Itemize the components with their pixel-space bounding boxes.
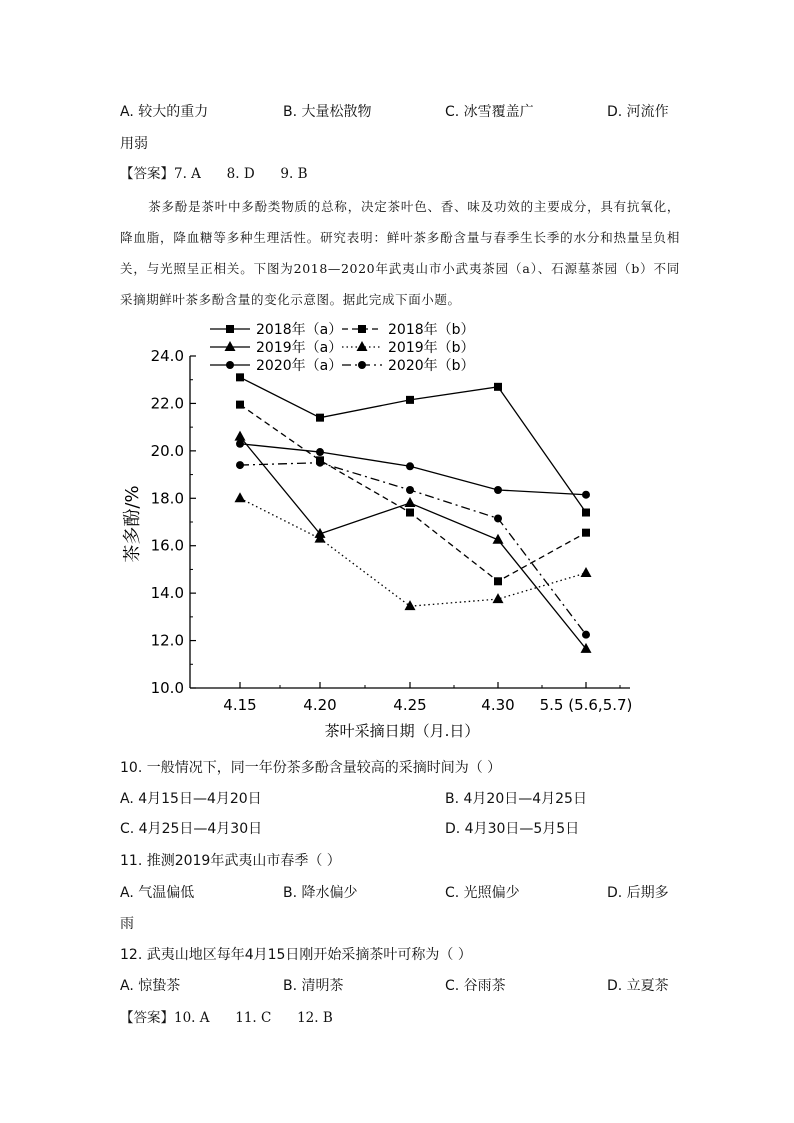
y-axis-label: 茶多酚/%	[122, 485, 143, 563]
x-tick-label: 4.30	[481, 696, 515, 714]
data-point	[405, 600, 416, 610]
data-point	[316, 448, 324, 456]
series-2	[236, 401, 590, 586]
data-point	[236, 461, 244, 469]
q10-option-a: A. 4月15日—4月20日	[120, 791, 262, 807]
data-point	[406, 462, 414, 470]
legend-item	[342, 321, 475, 338]
x-tick-label: 4.15	[223, 696, 257, 714]
data-point	[236, 373, 244, 381]
data-point	[406, 509, 414, 517]
legend-label: 2019年（a）	[256, 340, 343, 356]
q10-stem: 10. 一般情况下，同一年份茶多酚含量较高的采摘时间为（ ）	[120, 760, 502, 776]
q12-stem: 12. 武夷山地区每年4月15日刚开始采摘茶叶可称为（ ）	[120, 947, 472, 963]
x-tick-label: 4.20	[303, 696, 337, 714]
series-line	[240, 405, 586, 582]
x-tick-label: 4.25	[393, 696, 427, 714]
y-tick-label: 20.0	[150, 441, 184, 460]
data-point	[581, 567, 592, 577]
y-tick-label: 10.0	[150, 679, 184, 697]
q12-option-a: A. 惊蛰茶	[120, 978, 181, 994]
data-point	[316, 414, 324, 422]
chart-series	[235, 373, 592, 653]
chart-legend	[210, 321, 475, 374]
legend-marker	[225, 341, 236, 351]
legend-marker	[357, 341, 368, 351]
series-line	[240, 444, 586, 495]
q11-option-d-continued: 雨	[120, 916, 134, 932]
legend-marker	[226, 361, 234, 369]
q10-option-c: C. 4月25日—4月30日	[120, 821, 263, 837]
legend-item	[210, 339, 342, 356]
chart-axes	[151, 347, 633, 714]
q9-option-a: A. 较大的重力	[120, 104, 209, 120]
data-point	[582, 631, 590, 639]
q12-option-d: D. 立夏茶	[607, 978, 669, 994]
q11-option-c: C. 光照偏少	[445, 885, 520, 901]
data-point	[582, 509, 590, 517]
answer-block-1	[120, 165, 308, 183]
answer-text: 7. A 8. D 9. B	[174, 166, 308, 182]
legend-label: 2020年（b）	[388, 358, 475, 374]
legend-item	[342, 339, 475, 356]
legend-item	[342, 357, 475, 374]
y-tick-label: 14.0	[150, 584, 184, 603]
q9-option-d-continued: 用弱	[120, 136, 148, 152]
passage-body: 茶多酚是茶叶中多酚类物质的总称，决定茶叶色、香、味及功效的主要成分，具有抗氧化，降血脂，降血糖等多种生理活性。研究表明：鲜叶茶多酚含量与春季生长季的水分和热量呈负相关，与光照呈正相关。下图为2018—2020年武夷山市小武夷茶园（a）、石源墓茶园（b）不同采摘期鲜叶茶多酚含量的变化示意图。据此完成下面小题。	[120, 199, 680, 307]
answer-text: 10. A 11. C 12. B	[174, 1010, 333, 1026]
q12-option-b: B. 清明茶	[283, 978, 344, 994]
data-point	[235, 492, 246, 502]
series-6	[236, 459, 590, 639]
answer-block-2	[120, 1009, 333, 1027]
data-point	[582, 529, 590, 537]
legend-label: 2020年（a）	[256, 358, 343, 374]
series-1	[236, 373, 590, 516]
q11-option-a: A. 气温偏低	[120, 885, 195, 901]
q11-option-d: D. 后期多	[607, 885, 669, 901]
tea-polyphenol-line-chart	[120, 312, 640, 747]
legend-item	[210, 357, 342, 374]
q11-option-b: B. 降水偏少	[283, 885, 358, 901]
q9-option-d: D. 河流作	[607, 104, 669, 120]
q12-option-c: C. 谷雨茶	[445, 978, 506, 994]
data-point	[236, 440, 244, 448]
data-point	[494, 383, 502, 391]
x-axis-label: 茶叶采摘日期（月.日）	[324, 722, 480, 740]
x-tick-label: 5.5 (5.6,5.7)	[539, 696, 633, 714]
data-point	[235, 431, 246, 441]
y-tick-label: 18.0	[150, 489, 184, 508]
data-point	[405, 497, 416, 507]
legend-marker	[358, 361, 366, 369]
data-point	[316, 459, 324, 467]
data-point	[493, 593, 504, 603]
legend-label: 2018年（a）	[256, 322, 343, 338]
legend-label: 2018年（b）	[388, 322, 475, 338]
answer-label: 【答案】	[120, 166, 174, 182]
q11-stem: 11. 推测2019年武夷山市春季（ ）	[120, 853, 341, 869]
y-tick-label: 16.0	[150, 536, 184, 555]
y-tick-label: 22.0	[150, 394, 184, 413]
legend-label: 2019年（b）	[388, 340, 475, 356]
legend-marker	[226, 325, 234, 333]
q9-option-b: B. 大量松散物	[283, 104, 372, 120]
data-point	[494, 514, 502, 522]
legend-item	[210, 321, 342, 338]
q9-option-c: C. 冰雪覆盖广	[445, 104, 534, 120]
data-point	[406, 486, 414, 494]
answer-label: 【答案】	[120, 1010, 174, 1026]
y-tick-label: 12.0	[150, 631, 184, 650]
data-point	[494, 486, 502, 494]
data-point	[406, 396, 414, 404]
y-tick-label: 24.0	[150, 347, 184, 365]
data-point	[236, 401, 244, 409]
passage-text	[120, 191, 680, 315]
legend-marker	[358, 325, 366, 333]
q10-option-d: D. 4月30日—5月5日	[445, 821, 580, 837]
data-point	[582, 491, 590, 499]
q10-option-b: B. 4月20日—4月25日	[445, 791, 587, 807]
data-point	[494, 577, 502, 585]
